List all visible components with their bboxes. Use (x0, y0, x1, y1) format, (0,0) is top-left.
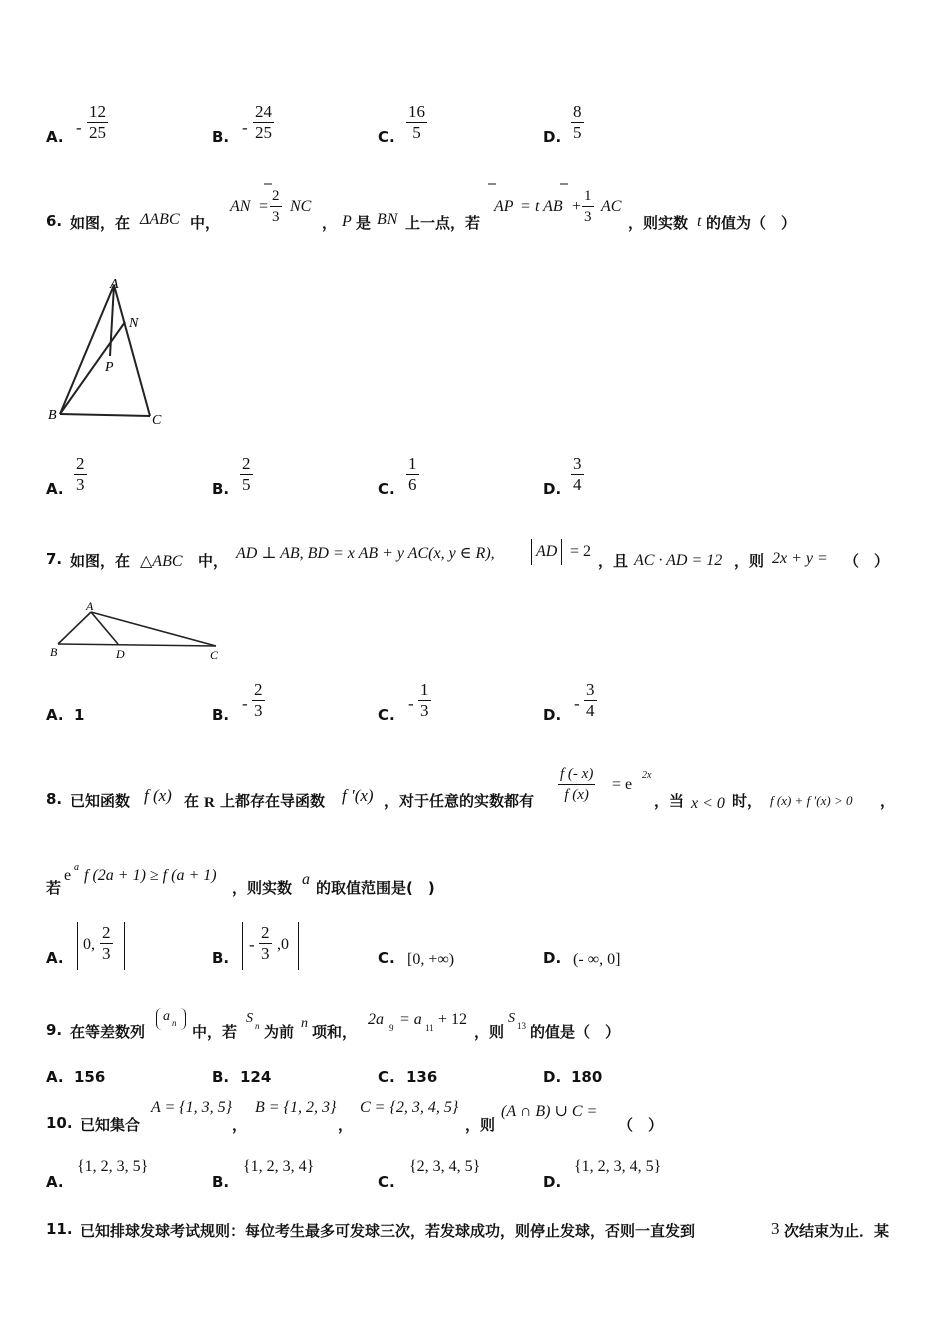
option-label: C. (378, 480, 395, 498)
math-sum-s: S (246, 1011, 253, 1026)
option-fraction: $\frac{8}{5}$ (573, 102, 582, 142)
option-value: [0, +∞) (407, 951, 455, 968)
option-fraction: $\frac{3}{4}$ (573, 454, 582, 494)
figure-label-c: C (152, 413, 162, 428)
option-label: A. (46, 1173, 64, 1191)
math-triangle: △ABC (140, 553, 183, 570)
question-text: ，当 (654, 792, 685, 810)
question-text: 中， (190, 214, 221, 232)
question-text: 已知排球发球考试规则：每位考生最多可发球三次，若发球成功，则停止发球，否则一直发到 (80, 1222, 696, 1240)
option-label: B. (212, 706, 230, 724)
math-var-n: n (301, 1016, 308, 1031)
minus-sign: - (574, 694, 580, 713)
math-sequence-a: a (163, 1009, 170, 1024)
question-text: 如图，在 (70, 214, 131, 232)
question-text: 已知集合 (80, 1116, 141, 1134)
math-fprime: f ′(x) (342, 786, 374, 805)
option-fraction: $\frac{16}{5}$ (408, 102, 425, 142)
math-condition: AD ⊥ AB, BD = x AB + y AC(x, y ∈ R), (236, 545, 495, 562)
figure-label-c: C (210, 648, 219, 662)
math-equals: = (259, 198, 269, 215)
option-label: C. (378, 1173, 395, 1191)
option-label: C. (378, 706, 395, 724)
math-subscript: 9 (389, 1023, 394, 1033)
option-fraction: $\frac{2}{3}$ (261, 923, 270, 963)
option-label: A. (46, 128, 64, 146)
math-reals: R (204, 795, 215, 811)
question-number: 8. (46, 790, 63, 808)
math-subscript: 13 (517, 1021, 526, 1031)
math-point-p: P (342, 213, 352, 230)
question-text: 为前 (264, 1023, 295, 1041)
question-number: 9. (46, 1021, 63, 1039)
option-value: {1, 2, 3, 5} (77, 1158, 149, 1175)
math-subscript: n (255, 1021, 260, 1031)
figure-label-p: P (105, 360, 114, 375)
question-text: 如图，在 (70, 552, 131, 570)
math-set-a: A = {1, 3, 5} (151, 1099, 233, 1116)
question-text: 已知函数 (70, 792, 131, 810)
question-text: ， (338, 1116, 354, 1134)
figure-label-b: B (48, 408, 57, 423)
math-set-b: B = {1, 2, 3} (255, 1099, 337, 1116)
option-label: D. (543, 480, 562, 498)
figure-label-b: B (50, 645, 58, 659)
option-fraction: $\frac{3}{4}$ (586, 680, 595, 720)
question-text: ， (232, 1116, 248, 1134)
question-number: 10. (46, 1114, 73, 1132)
math-expression: (A ∩ B) ∪ C = (501, 1103, 598, 1120)
question-text: 中， (198, 552, 229, 570)
option-fraction: $\frac{1}{3}$ (420, 680, 429, 720)
minus-sign: - (242, 694, 248, 713)
question-text: ， (322, 214, 338, 232)
option-value: {2, 3, 4, 5} (409, 1158, 481, 1175)
question-text: ，则实数 (628, 214, 689, 232)
question-text: ，则 (734, 552, 765, 570)
math-plus: + (572, 198, 582, 215)
math-sum-s13: S (508, 1011, 515, 1026)
math-subscript: n (172, 1018, 177, 1028)
question-text: 次结束为止．某 (784, 1222, 890, 1240)
math-fx: f (x) (144, 786, 172, 805)
math-vector-ac: AC (601, 198, 622, 215)
option-label: D. (543, 128, 562, 146)
option-label: C. (378, 949, 395, 967)
math-number: 3 (771, 1219, 780, 1238)
option-label: C. (378, 1068, 395, 1086)
option-label: C. (378, 128, 395, 146)
question-text: 上一点，若 (405, 214, 481, 232)
option-fraction: $\frac{24}{25}$ (255, 102, 272, 142)
option-label: D. (543, 706, 562, 724)
option-value: 1 (74, 706, 85, 724)
math-triangle: ΔABC (140, 211, 180, 228)
triangle-figure-abdc (46, 598, 226, 662)
math-exponent: a (74, 862, 79, 873)
option-interval-left: 0, (83, 936, 95, 953)
option-fraction: $\frac{2}{5}$ (242, 454, 251, 494)
math-expression: 2x + y = (772, 550, 828, 567)
question-text: 上都存在导函数 (220, 792, 326, 810)
math-condition: f (2a + 1) ≥ f (a + 1) (84, 867, 217, 884)
math-var-t: t (697, 213, 702, 230)
option-label: D. (543, 1173, 562, 1191)
math-braces (156, 1008, 186, 1030)
option-value: 156 (74, 1068, 106, 1086)
option-label: B. (212, 1173, 230, 1191)
option-interval-right: ,0 (277, 936, 289, 953)
math-vector-ap: AP (494, 198, 514, 215)
option-label: B. (212, 480, 230, 498)
question-text: 若 (46, 879, 62, 897)
minus-sign: - (408, 694, 414, 713)
question-text: 中，若 (192, 1023, 238, 1041)
math-equation: 2a (368, 1011, 384, 1028)
math-equals-2: = 2 (570, 543, 592, 560)
question-number: 6. (46, 212, 63, 230)
vector-arrows (220, 180, 700, 194)
figure-label-d: D (116, 647, 125, 661)
option-value: 136 (406, 1068, 438, 1086)
option-fraction: $\frac{1}{6}$ (408, 454, 417, 494)
question-text: ，则实数 (232, 879, 293, 897)
option-label: B. (212, 1068, 230, 1086)
option-label: B. (212, 949, 230, 967)
math-vector-an: AN (230, 198, 251, 215)
math-fraction: $\frac{f (- x)}{f (x)}$ (560, 766, 594, 803)
option-label: A. (46, 1068, 64, 1086)
math-vector-nc: NC (290, 198, 312, 215)
option-label: D. (543, 1068, 562, 1086)
question-text: 的值为（ ） (706, 214, 797, 232)
option-fraction: $\frac{12}{25}$ (89, 102, 106, 142)
figure-label-a: A (86, 599, 94, 613)
figure-label-a: A (110, 277, 119, 292)
minus-sign: - (242, 118, 248, 137)
math-fraction: $\frac{2}{3}$ (272, 188, 280, 225)
math-abs-ad: AD (531, 539, 562, 565)
question-text: （ ） (844, 552, 890, 570)
option-fraction: $\frac{2}{3}$ (76, 454, 85, 494)
option-fraction: $\frac{2}{3}$ (254, 680, 263, 720)
question-number: 11. (46, 1220, 73, 1238)
math-vector-tab: t AB (535, 198, 563, 215)
question-text: ，且 (598, 552, 629, 570)
option-value: {1, 2, 3, 4} (243, 1158, 315, 1175)
math-equals: = (521, 198, 531, 215)
math-set-c: C = {2, 3, 4, 5} (360, 1099, 459, 1116)
option-fraction: $\frac{2}{3}$ (102, 923, 111, 963)
math-segment-bn: BN (377, 211, 398, 228)
question-text: 时， (732, 792, 763, 810)
math-e: e (64, 867, 72, 884)
question-text: 项和， (312, 1023, 358, 1041)
option-value: (- ∞, 0] (573, 951, 621, 968)
math-var-a: a (302, 871, 310, 888)
math-x-negative: x < 0 (691, 795, 725, 812)
math-equation: = a (399, 1011, 422, 1028)
math-rhs: = e (612, 776, 633, 793)
option-label: D. (543, 949, 562, 967)
option-label: A. (46, 949, 64, 967)
question-text: （ ） (618, 1116, 664, 1134)
option-label: B. (212, 128, 230, 146)
math-subscript: 11 (425, 1023, 434, 1033)
question-number: 7. (46, 550, 63, 568)
math-dot-product: AC · AD = 12 (634, 552, 723, 569)
question-text: 是 (356, 214, 372, 232)
question-text: 在 (184, 792, 200, 810)
triangle-figure-abc (46, 272, 176, 432)
option-value: {1, 2, 3, 4, 5} (574, 1158, 662, 1175)
question-text: ， (880, 792, 896, 810)
question-text: ，对于任意的实数都有 (384, 792, 535, 810)
question-text: 的值是（ ） (530, 1023, 621, 1041)
question-text: 的取值范围是( ) (316, 879, 435, 897)
minus-sign: - (76, 118, 82, 137)
minus-sign: - (249, 935, 255, 954)
question-text: ，则 (474, 1023, 505, 1041)
question-text: 在等差数列 (70, 1023, 146, 1041)
math-fraction: $\frac{1}{3}$ (584, 188, 592, 225)
option-value: 124 (240, 1068, 272, 1086)
math-exponent: 2x (642, 770, 652, 781)
option-label: A. (46, 480, 64, 498)
math-inequality: f (x) + f ′(x) > 0 (770, 793, 853, 808)
question-text: ，则 (465, 1116, 496, 1134)
figure-label-n: N (129, 316, 139, 331)
option-label: A. (46, 706, 64, 724)
option-value: 180 (571, 1068, 603, 1086)
math-equation: + 12 (438, 1011, 468, 1028)
